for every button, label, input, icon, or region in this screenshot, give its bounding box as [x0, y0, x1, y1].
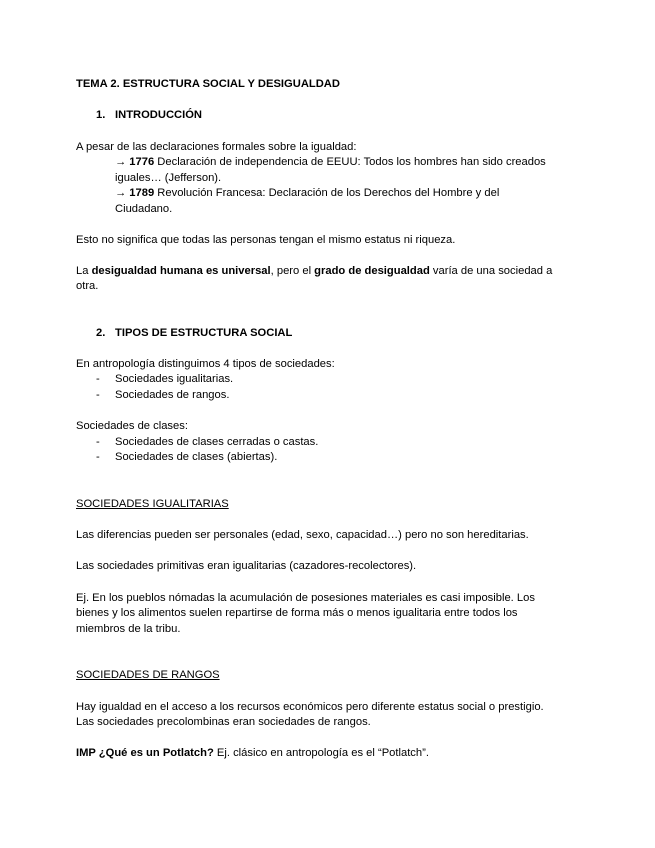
document-title: TEMA 2. ESTRUCTURA SOCIAL Y DESIGUALDAD: [76, 78, 340, 90]
clases-label: Sociedades de clases:: [76, 420, 188, 432]
subheading-rangos: SOCIEDADES DE RANGOS: [76, 669, 220, 681]
bullet-dash: -: [96, 451, 100, 463]
paragraph-line: Ej. En los pueblos nómadas la acumulación de posesiones materiales es casi imposible. Los: [76, 592, 535, 604]
arrow-icon: →: [115, 187, 127, 199]
paragraph-estatus: Esto no significa que todas las personas tengan el mismo estatus ni riqueza.: [76, 234, 456, 246]
paragraph: Las sociedades primitivas eran igualitarias (cazadores-recolectores).: [76, 560, 417, 572]
bullet-dash: -: [96, 389, 100, 401]
year-1789: 1789: [129, 187, 155, 199]
section-heading-introduccion: [96, 108, 202, 122]
text-run: Ej. clásico en antropología es el “Potlatch”.: [213, 747, 429, 759]
section-heading-text: INTRODUCCIÓN: [115, 109, 203, 121]
section-heading-text: TIPOS DE ESTRUCTURA SOCIAL: [115, 327, 293, 339]
paragraph-desigualdad-cont: otra.: [76, 280, 99, 292]
paragraph-line: Hay igualdad en el acceso a los recursos económicos pero diferente estatus social o prestigio.: [76, 701, 544, 713]
bold-text: desigualdad humana es universal: [91, 265, 271, 277]
arrow-icon: →: [115, 156, 127, 168]
paragraph-line: bienes y los alimentos suelen repartirse de forma más o menos igualitaria entre todos los: [76, 607, 518, 619]
list-item-text: Revolución Francesa: Declaración de los Derechos del Hombre y del: [154, 187, 500, 199]
text-run: La: [76, 265, 92, 277]
list-item-1776-cont: iguales… (Jefferson).: [115, 172, 222, 184]
list-item: Sociedades de rangos.: [115, 389, 230, 401]
paragraph-line: miembros de la tribu.: [76, 623, 181, 635]
list-item-1789: [115, 186, 499, 200]
section-number: 2.: [96, 327, 106, 339]
list-item: Sociedades igualitarias.: [115, 373, 234, 385]
paragraph-line: Las sociedades precolombinas eran sociedades de rangos.: [76, 716, 371, 728]
text-run: varía de una sociedad a: [429, 265, 553, 277]
list-item: Sociedades de clases cerradas o castas.: [115, 436, 319, 448]
bullet-dash: -: [96, 373, 100, 385]
list-item-1789-cont: Ciudadano.: [115, 203, 173, 215]
section-heading-tipos: [96, 326, 292, 340]
year-1776: 1776: [129, 156, 155, 168]
paragraph: Las diferencias pueden ser personales (edad, sexo, capacidad…) pero no son hereditarias.: [76, 529, 529, 541]
text-run: , pero el: [270, 265, 315, 277]
paragraph-potlatch: [76, 746, 429, 760]
tipos-intro: En antropología distinguimos 4 tipos de sociedades:: [76, 358, 335, 370]
intro-paragraph: A pesar de las declaraciones formales sobre la igualdad:: [76, 141, 357, 153]
bold-text: grado de desigualdad: [314, 265, 430, 277]
bold-text: IMP ¿Qué es un Potlatch?: [76, 747, 214, 759]
list-item-text: Declaración de independencia de EEUU: Todos los hombres han sido creados: [154, 156, 546, 168]
bullet-dash: -: [96, 436, 100, 448]
list-item: Sociedades de clases (abiertas).: [115, 451, 278, 463]
paragraph-desigualdad: [76, 264, 552, 278]
list-item-1776: [115, 155, 546, 169]
subheading-igualitarias: SOCIEDADES IGUALITARIAS: [76, 498, 229, 510]
section-number: 1.: [96, 109, 106, 121]
